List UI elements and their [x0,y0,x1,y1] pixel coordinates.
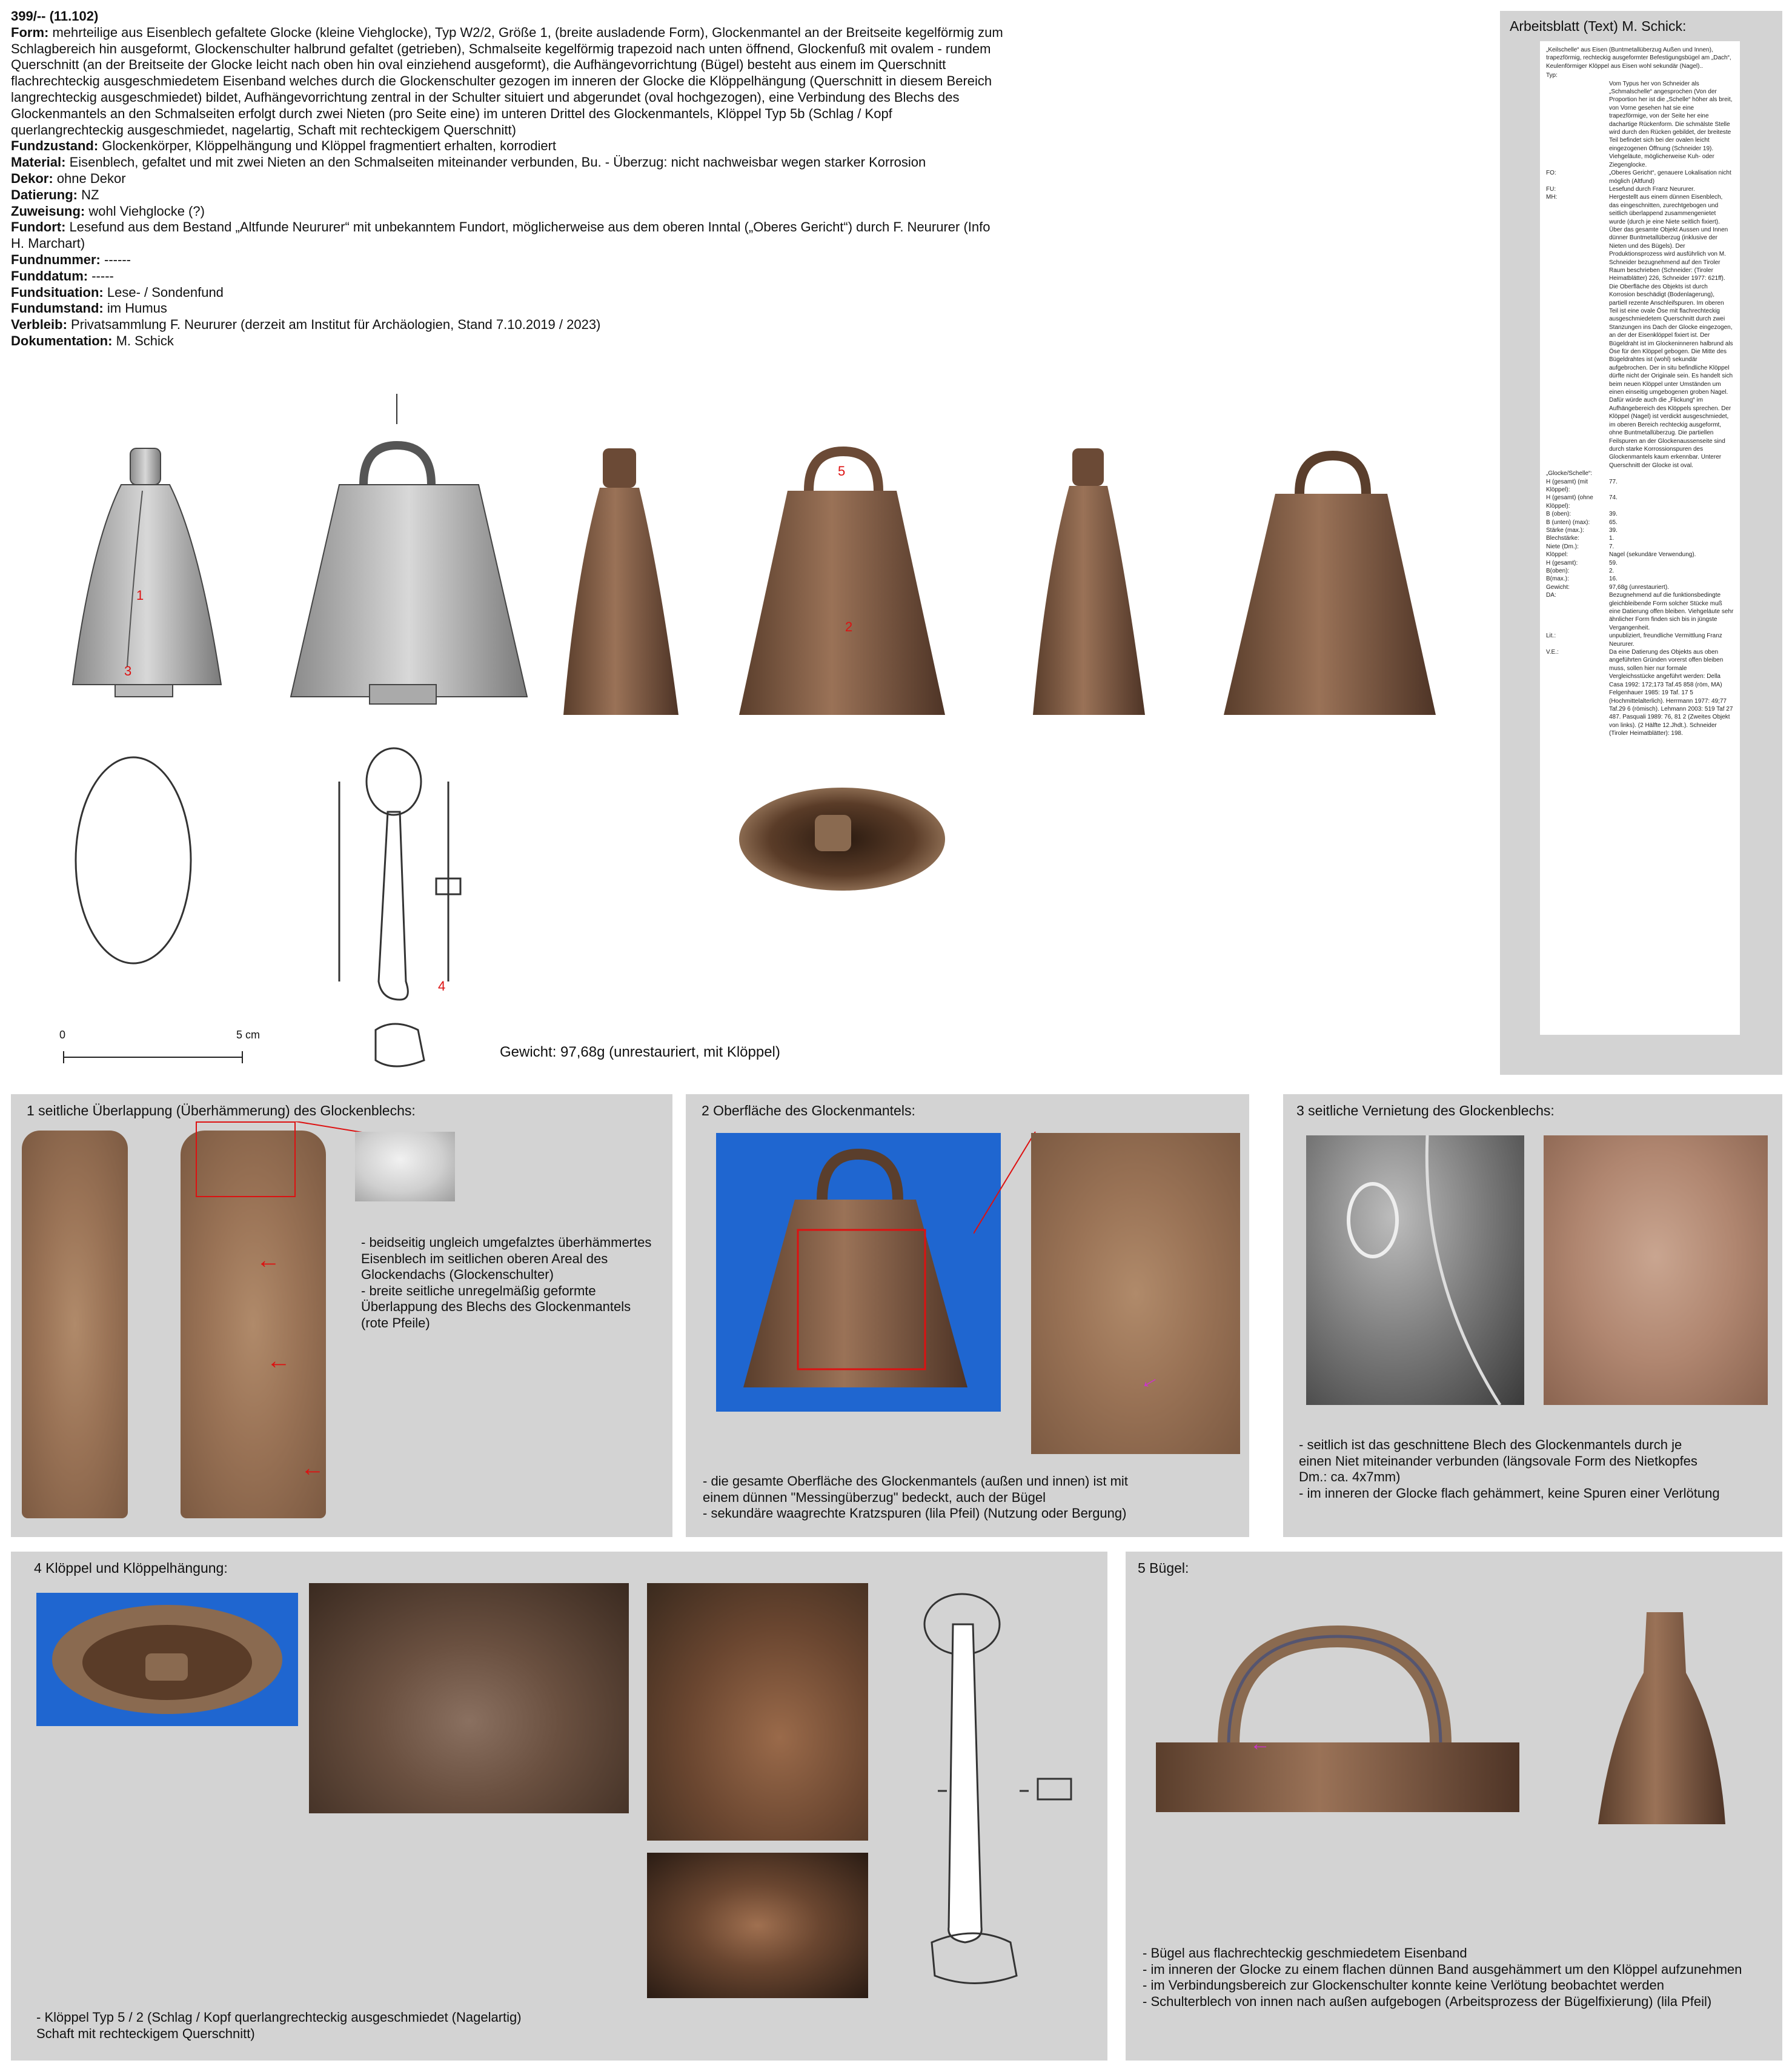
surface-connector-line [974,1131,1037,1237]
red-arrow-3: ← [300,1455,325,1481]
photo-lateral-overlap-side [22,1131,128,1518]
worksheet-row-value: „Oberes Gericht“, genauere Lokalisation nicht möglich (Altfund) [1609,170,1731,185]
form-label: Form: [11,24,49,40]
worksheet-row-key: Gewicht: [1546,583,1570,591]
photo-back [1224,456,1436,715]
fundumstand-label: Fundumstand: [11,301,104,316]
worksheet-row [1546,519,1734,526]
worksheet-row-value: 97,68g (unrestauriert). [1609,583,1669,591]
worksheet-row-key: H (gesamt) (ohne Klöppel): [1546,494,1593,510]
photo-side-left [563,448,679,715]
worksheet-row-key: Klöppel: [1546,551,1568,559]
photo-surface-detail [1031,1133,1240,1454]
bell-plate [0,388,1490,1078]
photo-rivet-exterior [1306,1135,1524,1405]
annotation-5: 5 [838,463,846,479]
worksheet-row-value: 39. [1609,526,1618,534]
worksheet-row-key: „Glocke/Schelle“: [1546,470,1593,477]
catalog-header [11,8,1004,350]
detail-connector-lines [296,1121,362,1146]
worksheet-row-key: B(oben): [1546,568,1570,574]
weight-label: Gewicht: 97,68g (unrestauriert, mit Klöppel) [500,1044,780,1060]
scale-end-label: 5 cm [236,1029,261,1041]
worksheet-intro: „Keilschelle“ aus Eisen (Buntmetallüberzug Außen und Innen), trapezförmig, rechteckig ausgeformter Befestigungsbügel am „Dach“, Keulenförmiger Klöppel aus Eisen wohl sekundär (Nagel).. [1546,47,1731,70]
annotation-2: 2 [845,619,853,634]
worksheet-row-value: 7. [1609,543,1614,550]
panel5-caption: - Bügel aus flachrechteckig geschmiedetem Eisenband - im inneren der Glocke zu einem flachen dünnen Band ausgehämmert um den Klöppel aufzunehmen - im Verbindungsbereich zur Glockenschulter konnte keine Verlötung beobachtet werden - Schulterblech von innen nach außen aufgebogen (Arbeitsprozess der Bügelfixierung) (lila Pfeil) [1143,1945,1742,2009]
worksheet-row-value: Hergestellt aus einem dünnen Eisenblech, das eingeschnitten, zurechtgebogen und seitlich überlappend zusammengenietet wurde (durch je eine Niete seitlich fixiert). Über das gesamte Objekt Aussen und Innen dünner Buntmetallüberzug (inklusive der Nieten und des Bügels). Der Produktionsprozess wird ausführlich von M. Schneider bezugnehmend auf den Tiroler Raum beschrieben (Schneider: (Tiroler Heimatblätter) 226, Schneider 1977: 621ff). Die Oberfläche des Objekts ist durch Korrosion beschädigt (Bodenlagerung), partiell rezente Anschleifspuren. Im oberen Teil ist eine ovale Öse mit flachrechteckig ausgeschmiedetem Querschnitt durch zwei Stanzungen ins Dach der Glocke eingezogen, an der der Eisenklöppel fixiert ist. Der Bügeldraht ist im Glockeninneren halbrund als Öse für den Klöppel gebogen. Die Mitte des Bügeldrahtes ist (wohl) sekundär aufgebrochen. Der in situ befindliche Klöppel dürfte nicht der Originale sein. Es handelt sich beim neuen Klöppel unter Umständen um einen einseitig umgebogenen groben Nagel. Dafür würde auch die „Flickung“ im Aufhängebereich des Klöppels sprechen. Der Klöppel (Nagel) ist verdickt ausgeschmiedet, im oberen Bereich rechteckig ausgeformt, ohne Buntmetallüberzug. Die partiellen Feilspuren an der Glockenaussenseite sind durch starke Korrossionspuren des Glockenmantels kaum erkennbar. Unterer Querschnitt der Glocke ist oval. [1609,194,1733,469]
fundsituation-text: Lese- / Sondenfund [107,284,224,300]
panel-bell-surface [686,1094,1249,1537]
photo-handle-front [1156,1612,1519,1812]
worksheet-row [1546,632,1734,648]
worksheet-row-value: 39. [1609,511,1618,518]
svg-text:←: ← [1250,1732,1270,1755]
fundort-text: Lesefund aus dem Bestand „Altfunde Neururer“ mit unbekanntem Fundort, möglicherweise aus dem oberen Inntal („Oberes Gericht“) durch F. Neururer (Info H. Marchart) [11,219,991,251]
photo-rivet-interior [1544,1135,1768,1405]
worksheet-row [1546,193,1734,470]
worksheet-row-value: Nagel (sekundäre Verwendung). [1609,551,1696,559]
red-arrow-2: ← [267,1347,291,1374]
panel1-caption: - beidseitig ungleich umgefalztes überhämmertes Eisenblech im seitlichen oberen Areal des Glockendachs (Glockenschulter) - breite seitliche unregelmäßig geformte Überlappung des Blechs des Glockenmantels (rote Pfeile) [361,1235,652,1330]
worksheet-row [1546,543,1734,551]
panel-lateral-overlap [11,1094,672,1537]
worksheet-row [1546,591,1734,632]
worksheet-row-key: H (gesamt) (mit Klöppel): [1546,478,1588,493]
panel3-caption: - seitlich ist das geschnittene Blech des Glockenmantels durch je einen Niet miteinander verbunden (längsovale Form des Nietkopfes Dm.: ca. 4x7mm) - im inneren der Glocke flach gehämmert, keine Spuren einer Verlötung [1299,1437,1720,1501]
photo-handle-side [1592,1600,1731,1824]
photo-surface-overview [716,1133,1001,1412]
panel2-title: 2 Oberfläche des Glockenmantels: [702,1103,915,1118]
funddatum-label: Funddatum: [11,268,88,284]
worksheet-row-key: DA: [1546,592,1556,599]
fundort-label: Fundort: [11,219,66,235]
worksheet-row-key: Typ: [1546,72,1558,79]
fundnummer-label: Fundnummer: [11,251,101,267]
worksheet-row-key: Niete (Dm.): [1546,543,1579,550]
panel-handle [1126,1552,1782,2061]
worksheet-row [1546,185,1734,193]
dekor-text: ohne Dekor [56,170,126,186]
worksheet-row-key: Blechstärke: [1546,535,1580,542]
worksheet-row-value: 74. [1609,494,1618,502]
worksheet-sheet [1540,41,1740,1035]
worksheet-row-key: V.E.: [1546,649,1559,656]
worksheet-row [1546,583,1734,591]
worksheet-row-key: Stärke (max.): [1546,526,1584,534]
panel-clapper [11,1552,1107,2061]
worksheet-row [1546,169,1734,185]
worksheet-row-key: FU: [1546,185,1556,193]
worksheet-row [1546,80,1734,169]
worksheet-row-value: 1. [1609,535,1614,542]
worksheet-row [1546,567,1734,575]
purple-arrow-scratch: ← [1132,1363,1164,1396]
worksheet-row [1546,510,1734,518]
photo-side-right [1033,448,1145,715]
worksheet-row-key: FO: [1546,170,1556,177]
worksheet-row-value: 65. [1609,519,1618,526]
worksheet-row-key: Lit.: [1546,633,1556,640]
worksheet-rows [1546,71,1734,737]
worksheet-row-value: 2. [1609,568,1614,574]
worksheet-row [1546,559,1734,567]
dekor-label: Dekor: [11,170,53,186]
worksheet-row [1546,478,1734,494]
panel3-title: 3 seitliche Vernietung des Glockenblechs: [1296,1103,1555,1118]
photo-clapper-hanger-detail [309,1583,629,1813]
photo-clapper-head-side [647,1583,868,1841]
worksheet-row-key: B (unten) (max): [1546,519,1590,526]
panel4-caption: - Klöppel Typ 5 / 2 (Schlag / Kopf querlangrechteckig ausgeschmiedet (Nagelartig) Schaft mit rechteckigem Querschnitt) [36,2010,522,2041]
drawing-cross-section [76,757,191,963]
drawing-side-view [73,448,221,697]
drawing-front-view [291,394,527,704]
fundzustand-text: Glockenkörper, Klöppelhängung und Klöppel fragmentiert erhalten, korrodiert [102,138,557,154]
fundnummer-text: ------ [104,251,131,267]
scale-bar [64,1051,242,1063]
worksheet-row-value: Lesefund durch Franz Neururer. [1609,185,1695,193]
dokumentation-label: Dokumentation: [11,333,113,348]
fundumstand-text: im Humus [107,301,167,316]
worksheet-row-key: B (oben): [1546,511,1571,518]
verbleib-text: Privatsammlung F. Neururer (derzeit am Institut für Archäologien, Stand 7.10.2019 / 2023) [71,317,601,333]
zuweisung-label: Zuweisung: [11,203,85,219]
datierung-text: NZ [81,187,99,202]
worksheet-row-key [1546,80,1609,169]
dokumentation-text: M. Schick [116,333,174,348]
red-arrow-1: ← [256,1247,280,1274]
worksheet-row-key: H (gesamt): [1546,559,1578,566]
panel1-title: 1 seitliche Überlappung (Überhämmerung) des Glockenblechs: [27,1103,416,1118]
material-text: Eisenblech, gefaltet und mit zwei Nieten an den Schmalseiten miteinander verbunden, Bu. - Überzug: nicht nachweisbar wegen starker Korrosion [69,154,926,170]
detail-highlight-box [196,1121,296,1197]
worksheet-row [1546,534,1734,542]
photo-clapper-head-top [647,1853,868,1998]
worksheet-row [1546,551,1734,559]
datierung-label: Datierung: [11,187,78,202]
photo-front-main [739,451,945,715]
worksheet-title: Arbeitsblatt (Text) M. Schick: [1510,18,1687,34]
fundzustand-label: Fundzustand: [11,138,99,154]
worksheet-row-value: unpubliziert, freundliche Vermittlung Franz Neururer. [1609,633,1722,648]
worksheet-row [1546,648,1734,737]
worksheet-panel [1500,11,1782,1075]
panel-rivet [1283,1094,1782,1537]
form-text: mehrteilige aus Eisenblech gefaltete Glocke (kleine Viehglocke), Typ W2/2, Größe 1, (breite ausladende Form), Glockenmantel an der Breitseite kegelförmig zum Schlagbereich hin ausgeformt, Glockenschulter halbrund gefaltet (getrieben), Schmalseite kegelförmig trapezoid nach unten öffnend, Glockenfuß mit ovalem - rundem Querschnitt (an der Breitseite der Glocke leicht nach oben hin oval einziehend ausgeformt), die Aufhängevorrichtung (Bügel) besteht aus einem im Querschnitt flachrechteckig ausgeschmiedetem Eisenband welches durch die Glockenschulter gezogen im inneren der Glocke die Klöppelhängung (Querschnitt in diesem Bereich langrechteckig ausgeschmiedet) bildet, Aufhängevorrichtung zentral in der Schulter situiert und abgerundet (oval hochgezogen), eine Verbindung des Blechs des Glockenmantels an den Schmalseiten erfolgt durch zwei Nieten (pro Seite eine) im unteren Drittel des Glockenmantels, Klöppel Typ 5b (Schlag / Kopf querlangrechteckig ausgeschmiedet, nagelartig, Schaft mit rechteckigem Querschnitt) [11,24,1003,138]
catalog-id: 399/-- (11.102) [11,8,99,24]
worksheet-row [1546,71,1734,79]
fundsituation-label: Fundsituation: [11,284,104,300]
material-label: Material: [11,154,66,170]
drawing-shoulder-detail [355,1132,455,1201]
worksheet-row-value: 77. [1609,478,1618,485]
worksheet-row-value [1609,71,1734,79]
photo-clapper-inside-overview [36,1593,298,1726]
worksheet-row-key: B(max.): [1546,576,1569,583]
verbleib-label: Verbleib: [11,317,67,333]
drawing-clapper-hanger [339,748,460,1066]
panel4-title: 4 Klöppel und Klöppelhängung: [34,1560,228,1576]
annotation-3: 3 [124,663,132,679]
worksheet-row [1546,470,1734,477]
worksheet-row-value: 16. [1609,576,1618,583]
funddatum-text: ----- [91,268,114,284]
worksheet-row [1546,494,1734,510]
worksheet-row-value: Vom Typus her von Schneider als „Schmalschelle“ angesprochen (Von der Proportion her ist die „Schelle“ höher als breit, von Vorne gesehen hat sie eine trapezförmige, von der Seite her eine dachartige Rückenform. Die schmälste Stelle wird durch den Rücken gebildet, der breiteste Teil befindet sich bei der ovalen leicht eingezogenen Öffnung (Schneider 19). Viehgeläute, möglicherweise Kuh- oder Ziegenglocke. [1609,80,1733,168]
worksheet-row [1546,575,1734,583]
scale-start-label: 0 [59,1029,66,1041]
worksheet-row-value: 59. [1609,559,1618,566]
worksheet-row [1546,526,1734,534]
worksheet-row-value [1609,470,1734,477]
worksheet-row-value: Bezugnehmend auf die funktionsbedingte gleichbleibende Form solcher Stücke muß eine Datierung offen bleiben. Viehgeläute sehr ähnlicher Form finden sich bis in jüngste Vergangenheit. [1609,592,1734,631]
worksheet-row-key: MH: [1546,194,1558,201]
annotation-1: 1 [136,588,144,603]
drawing-clapper [883,1588,1083,1988]
panel5-title: 5 Bügel: [1138,1560,1189,1576]
worksheet-row-value: Da eine Datierung des Objekts aus oben angeführten Gründen vorerst offen bleiben muss, sollen hier nur formale Vergleichsstücke angeführt werden: Della Casa 1992: 172;173 Taf.45 858 (röm, MA) Felgenhauer 1985: 19 Taf. 17 5 (Hochmittelalterlich). Herrmann 1977: 49;77 Taf.29 6 (römisch). Lehmann 2003: 519 Taf 27 487. Pasquali 1989: 76, 81 2 (Zweites Objekt von links). (2 Hälfte 12.Jhdt.). Schneider (Tiroler Heimatblätter): 198. [1609,649,1733,737]
annotation-4: 4 [438,978,446,994]
zuweisung-text: wohl Viehglocke (?) [88,203,205,219]
panel2-caption: - die gesamte Oberfläche des Glockenmantels (außen und innen) ist mit einem dünnen "Messingüberzug" bedeckt, auch der Bügel - sekundäre waagrechte Kratzspuren (lila Pfeil) (Nutzung oder Bergung) [703,1473,1128,1521]
